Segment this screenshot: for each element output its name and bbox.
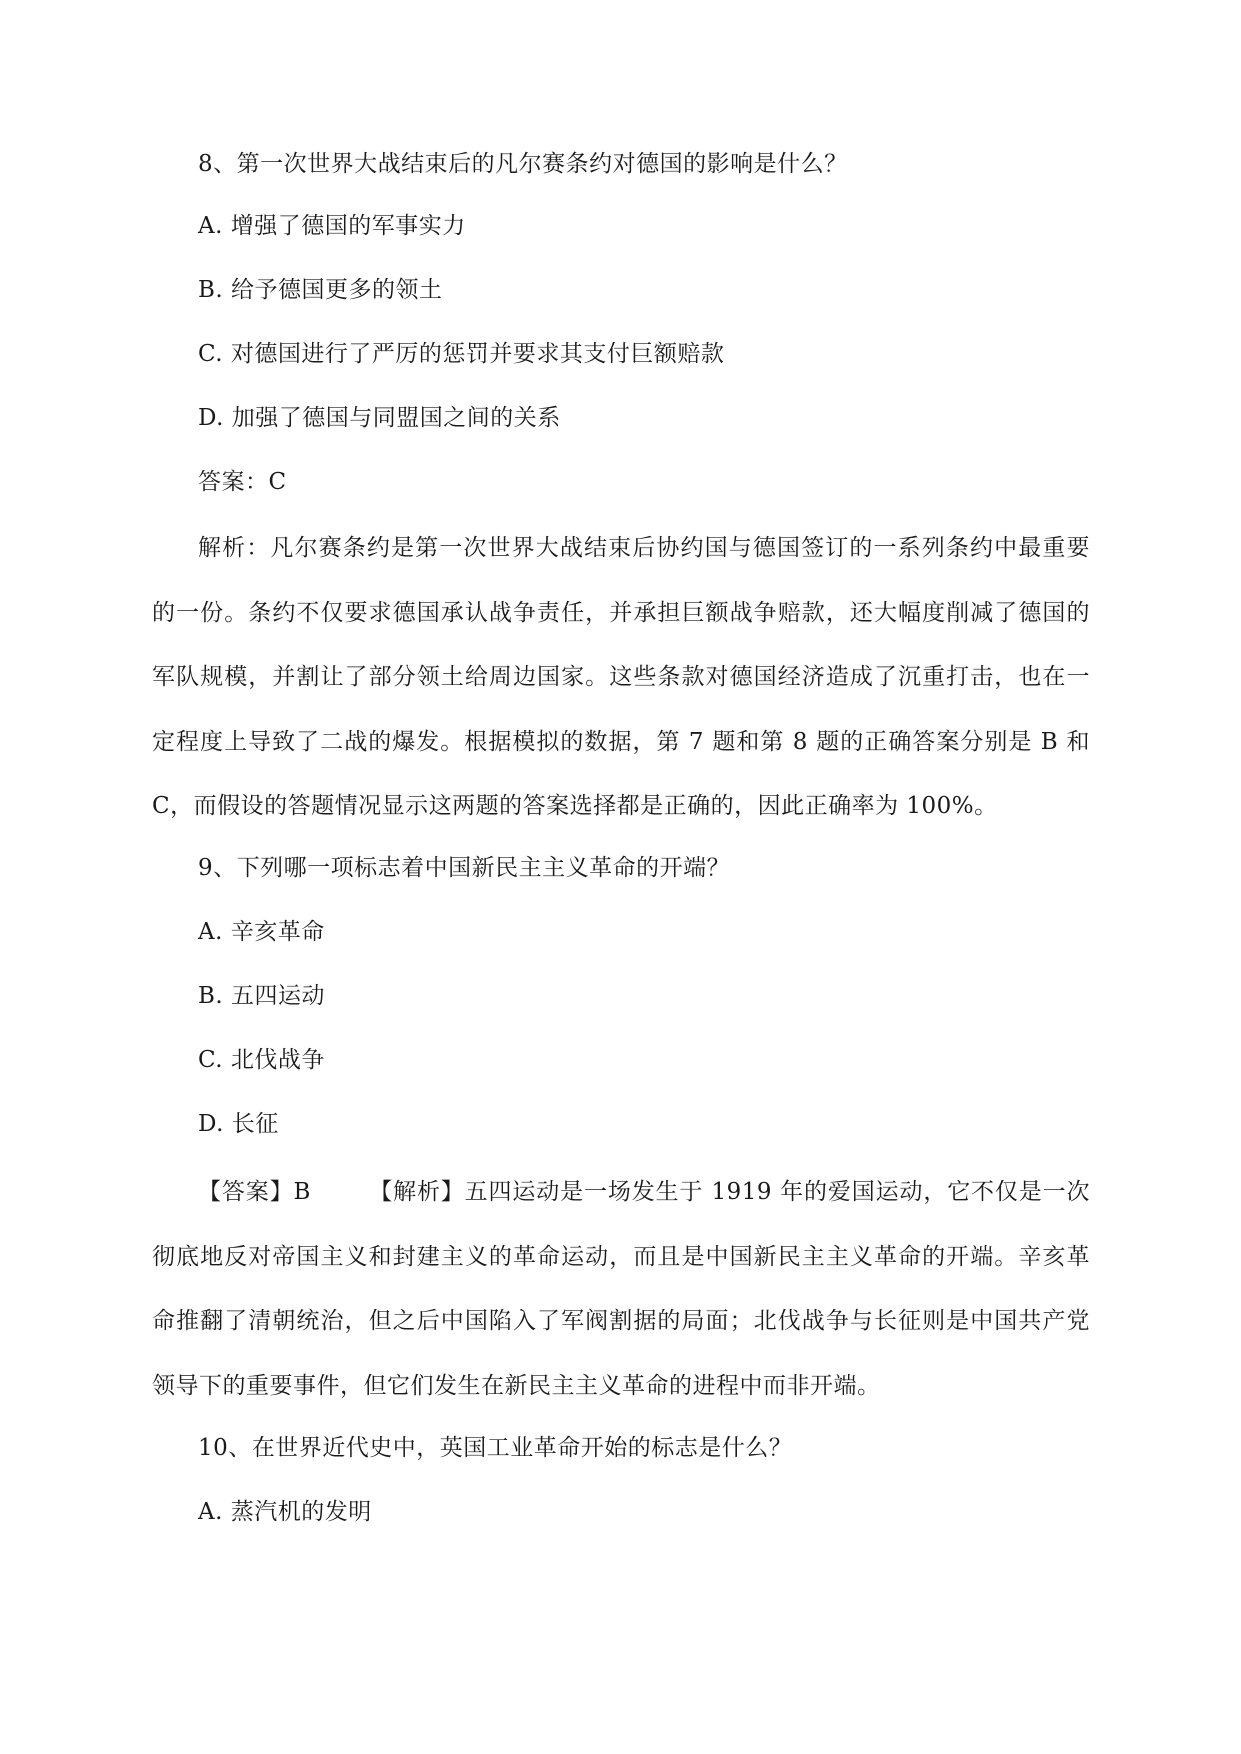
question-8-option-c: C. 对德国进行了严厉的惩罚并要求其支付巨额赔款 (198, 341, 725, 367)
question-9-analysis: 【解析】五四运动是一场发生于 1919 年的爱国运动，它不仅是一次彻底地反对帝国主义和封建主义的革命运动，而且是中国新民主主义革命的开端。辛亥革命推翻了清朝统治，但之后中国陷入了军阀割据的局面；北伐战争与长征则是中国共产党领导下的重要事件，但它们发生在新民主主义革命的进程中而非开端。 (152, 1179, 1091, 1399)
question-9-option-d: D. 长征 (198, 1111, 279, 1137)
question-8-option-b: B. 给予德国更多的领土 (198, 277, 443, 303)
question-9-stem: 9、下列哪一项标志着中国新民主主义革命的开端？ (198, 855, 731, 881)
question-8-analysis: 解析：凡尔赛条约是第一次世界大战结束后协约国与德国签订的一系列条约中最重要的一份。条约不仅要求德国承认战争责任，并承担巨额战争赔款，还大幅度削减了德国的军队规模，并割让了部分领土给周边国家。这些条款对德国经济造成了沉重打击，也在一定程度上导致了二战的爆发。根据模拟的数据，第 7 题和第 8 题的正确答案分别是 B 和 C，而假设的答题情况显示这两题的答案选择都是正确的，因此正确率为 100%。 (152, 535, 1090, 819)
question-9-option-b: B. 五四运动 (198, 983, 326, 1009)
question-8-answer: 答案：C (198, 469, 287, 495)
question-10-stem: 10、在世界近代史中，英国工业革命开始的标志是什么？ (198, 1435, 793, 1461)
question-9-answer: 【答案】B (198, 1179, 311, 1205)
question-10-option-a: A. 蒸汽机的发明 (198, 1499, 372, 1525)
question-8-option-d: D. 加强了德国与同盟国之间的关系 (198, 405, 561, 431)
question-9-option-a: A. 辛亥革命 (198, 919, 325, 945)
question-9-answer-block (152, 1160, 1090, 1418)
question-8-stem: 8、第一次世界大战结束后的凡尔赛条约对德国的影响是什么？ (198, 151, 848, 177)
question-9-option-c: C. 北伐战争 (198, 1047, 325, 1073)
question-8-option-a: A. 增强了德国的军事实力 (198, 213, 466, 239)
